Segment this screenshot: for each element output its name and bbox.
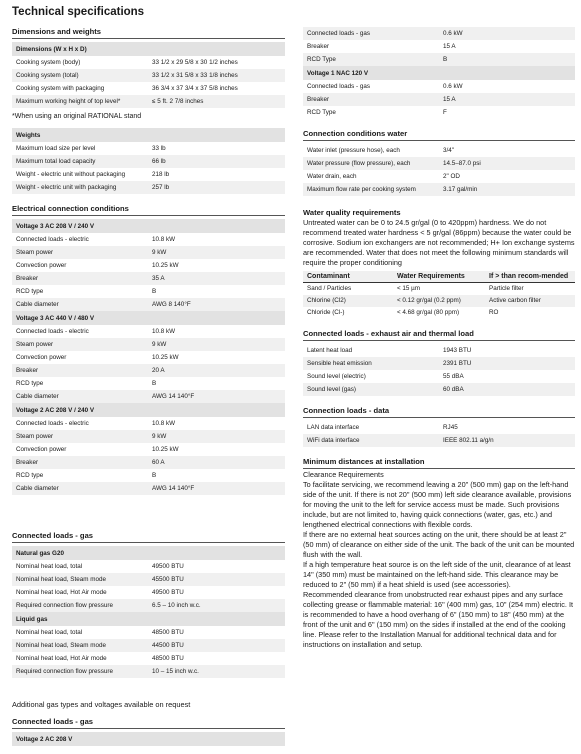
row-value: 10.25 kW	[152, 262, 179, 269]
table-row	[12, 142, 285, 155]
cell: Chlorine (Cl2)	[303, 295, 393, 307]
table-row	[12, 586, 285, 599]
row-value: 3/4"	[443, 147, 454, 154]
row-label: Water inlet (pressure hose), each	[307, 147, 400, 154]
cell: RO	[489, 309, 499, 316]
table-row	[12, 665, 285, 678]
table-subheader	[12, 128, 285, 142]
row-value: 10.25 kW	[152, 354, 179, 361]
table-row	[303, 421, 575, 434]
distances-text: Clearance Requirements To facilitate servicing, we recommend leaving a 20" (500 mm) gap on the left-hand side of the unit. If there is not 20" (500 mm) left side clearance available, provisions for moving the unit to the left for service access must be made. Such provisions include, but are not limited to, having quick connections (water, gas, etc.) and lengthened electrical connections with flexible cords. If there are no external heat sources acting on the unit, there should be at least 2" (50 mm) of clearance on either side of the unit. The back of the unit can be mounted flush with the wall. If a high temperature heat source is on the left side of the unit, clearance of at least 14" (350 mm) must be maintained on the left-hand side. This clearance may be reduced to 2" (50 mm) if a heat shield is used (see accessories). Recommended clearance from unobstructed rear exhaust pipes and any surface collecting grease or flammable material: 16" (400 mm) gas, 10" (254 mm) electric. It is recommended to have a hood overhang of 6" (150 mm) to 18" (450 mm) at the front of the unit and 6" (150 mm) on the sides if installed at the end of the cooking line. Please refer to the Installation Manual for additional technical data and for instructions on installation and setup.	[303, 469, 575, 649]
row-label: Connected loads - gas	[307, 83, 371, 90]
row-label: Maximum total load capacity	[12, 155, 148, 168]
row-label: Weight - electric unit with packaging	[12, 181, 148, 194]
table-row	[303, 53, 575, 66]
row-value: 48500 BTU	[152, 655, 184, 662]
row-label: LAN data interface	[307, 423, 360, 431]
row-value: B	[152, 380, 157, 387]
row-label: Sensible heat emission	[303, 357, 439, 370]
table-row	[303, 295, 575, 307]
row-value: B	[152, 288, 157, 295]
table-row	[303, 93, 575, 106]
row-value: 44500 BTU	[148, 639, 285, 652]
cell: Chloride (Cl-)	[307, 309, 345, 316]
voltage-subheader	[12, 219, 285, 233]
gas-electric-table	[303, 27, 575, 119]
row-label: Connected loads - electric	[16, 236, 89, 243]
row-value: 15 A	[443, 43, 456, 50]
row-label: Convection power	[16, 446, 67, 453]
row-value: 0.6 kW	[443, 83, 463, 90]
row-label: Breaker	[12, 272, 148, 285]
water-heading: Connection conditions water	[303, 129, 575, 141]
row-label: Connected loads - electric	[16, 420, 89, 427]
row-label: Maximum flow rate per cooking system	[303, 183, 439, 196]
row-value: 55 dBA	[443, 372, 464, 380]
row-value: 0.6 kW	[439, 27, 575, 40]
stand-note: *When using an original RATIONAL stand	[12, 113, 142, 120]
data-loads-table	[303, 421, 575, 447]
table-row	[12, 482, 285, 495]
gas-subheader	[12, 546, 285, 560]
row-value: 9 kW	[148, 246, 285, 259]
row-label: Connected loads - electric	[16, 328, 89, 335]
table-row	[12, 443, 285, 456]
distances-heading: Minimum distances at installation	[303, 457, 575, 469]
row-value: 1943 BTU	[443, 346, 472, 354]
table-row	[12, 456, 285, 469]
table-row	[12, 233, 285, 246]
cell: Particle filter	[489, 285, 524, 293]
table-row	[303, 344, 575, 357]
row-value: B	[439, 53, 575, 66]
cell: < 4.68 gr/gal (80 ppm)	[397, 309, 460, 316]
data-loads-heading: Connection loads - data	[303, 406, 575, 418]
row-label: Cooking system (total)	[12, 69, 148, 82]
table-row	[12, 560, 285, 573]
row-value: 10.8 kW	[152, 236, 176, 243]
gas-table	[12, 546, 285, 678]
table-subheader	[12, 42, 285, 56]
row-value: 60 dBA	[439, 383, 575, 396]
row-value: RJ45	[443, 423, 458, 431]
table-row	[12, 390, 285, 403]
column-header: Water Requirements	[393, 271, 485, 283]
gas-type-title: Natural gas G20	[12, 546, 285, 560]
row-value: 10.25 kW	[152, 446, 179, 453]
cell: Active carbon filter	[485, 295, 575, 307]
row-value: 49500 BTU	[152, 589, 184, 596]
row-label: Sound level (gas)	[303, 383, 439, 396]
table-row	[303, 170, 575, 183]
row-value: 66 lb	[148, 155, 285, 168]
row-label: Water drain, each	[307, 173, 357, 180]
voltage-title: Voltage 3 AC 440 V / 480 V	[12, 311, 285, 325]
row-value: B	[152, 472, 157, 479]
table-row	[303, 283, 575, 295]
row-value: 10.8 kW	[152, 328, 176, 335]
table-row	[12, 246, 285, 259]
cell: < 15 µm	[397, 285, 421, 293]
row-label: Latent heat load	[307, 346, 353, 354]
row-value: 2" OD	[443, 173, 460, 180]
table-row	[12, 377, 285, 390]
table-row	[303, 383, 575, 396]
electrical-heading: Electrical connection conditions	[12, 204, 285, 216]
water-quality-text: Untreated water can be 0 to 24.5 gr/gal (0 to 420ppm) hardness. We do not recommend treated water hardness < 5 gr/gal (86ppm) because the water could be corrosive. Sodium ion exchangers are not recommended; H+ Ion exchange systems are recommended. Water that does not meet the following minimum standards will require the proper conditioning	[303, 218, 575, 267]
row-value: 36 3/4 x 37 3/4 x 37 5/8 inches	[152, 85, 238, 92]
column-header: Contaminant	[303, 271, 393, 283]
right-column	[303, 27, 575, 650]
row-label: Maximum working height of top level*	[12, 95, 148, 108]
dimensions-heading: Dimensions and weights	[12, 27, 285, 39]
row-label: Breaker	[307, 43, 330, 50]
table-header-row	[303, 271, 575, 283]
table-row	[12, 95, 285, 108]
voltage-title: Voltage 1 NAC 120 V	[303, 66, 575, 80]
row-label: Steam power	[12, 430, 148, 443]
row-label: Nominal heat load, Steam mode	[12, 639, 148, 652]
voltage-title: Voltage 2 AC 208 V / 240 V	[12, 403, 285, 417]
row-value: 257 lb	[148, 181, 285, 194]
voltage-subheader	[12, 732, 285, 746]
gas-type-title: Liquid gas	[12, 612, 285, 626]
row-label: Connected loads - gas	[303, 27, 439, 40]
cell: Sand / Particles	[307, 285, 352, 293]
gas-subheader	[12, 612, 285, 626]
row-value: 6.5 – 10 inch w.c.	[148, 599, 285, 612]
table-row	[12, 285, 285, 298]
row-value: 33 lb	[152, 145, 166, 152]
row-label: Cable diameter	[12, 298, 148, 311]
row-label: Sound level (electric)	[307, 372, 366, 380]
table-row	[303, 370, 575, 383]
gas-heading-2: Connected loads - gas	[12, 717, 285, 729]
table-row	[12, 599, 285, 612]
row-label: RCD type	[16, 288, 44, 295]
row-value: 10.8 kW	[152, 420, 176, 427]
water-quality-heading: Water quality requirements	[303, 208, 401, 217]
exhaust-heading: Connected loads - exhaust air and thermal load	[303, 329, 575, 341]
row-value: 9 kW	[148, 430, 285, 443]
table-row	[12, 168, 285, 181]
table-row	[12, 298, 285, 311]
left-column	[12, 27, 285, 746]
row-label: Required connection flow pressure	[12, 665, 148, 678]
row-label: RCD type	[16, 380, 44, 387]
table-row	[12, 351, 285, 364]
voltage-subheader	[12, 311, 285, 325]
row-value: AWG 8 140°F	[148, 298, 285, 311]
row-label: Nominal heat load, total	[16, 563, 83, 570]
row-label: Steam power	[12, 338, 148, 351]
table-row	[12, 181, 285, 194]
table-row	[303, 183, 575, 196]
row-label: Water pressure (flow pressure), each	[303, 157, 439, 170]
row-label: Cooking system with packaging	[16, 85, 105, 92]
row-value: AWG 14 140°F	[148, 390, 285, 403]
row-label: Steam power	[12, 246, 148, 259]
row-value: 3.17 gal/min	[439, 183, 575, 196]
table-row	[303, 144, 575, 157]
contaminant-table	[303, 271, 575, 319]
table-row	[12, 56, 285, 69]
row-label: Maximum load size per level	[16, 145, 96, 152]
row-value: 60 A	[148, 456, 285, 469]
row-label: Convection power	[16, 354, 67, 361]
row-label: Cooking system (body)	[16, 59, 81, 66]
exhaust-table	[303, 344, 575, 396]
row-value: IEEE 802.11 a/g/n	[439, 434, 575, 447]
table-row	[12, 259, 285, 272]
table-row	[303, 40, 575, 53]
row-label: Breaker	[12, 456, 148, 469]
row-label: WiFi data interface	[303, 434, 439, 447]
row-label: RCD type	[16, 472, 44, 479]
voltage-subheader	[12, 403, 285, 417]
table-row	[12, 272, 285, 285]
table-row	[12, 155, 285, 168]
table-row	[12, 82, 285, 95]
row-value: 15 A	[439, 93, 575, 106]
table-row	[12, 652, 285, 665]
row-label: Required connection flow pressure	[12, 599, 148, 612]
water-table	[303, 144, 575, 196]
column-header: If > than recom-mended	[485, 271, 575, 283]
table-row	[12, 430, 285, 443]
row-label: Breaker	[303, 93, 439, 106]
dimensions-subheading: Dimensions (W x H x D)	[12, 42, 285, 56]
row-label: Weight - electric unit without packaging	[16, 171, 126, 178]
row-label: Nominal heat load, Hot Air mode	[16, 655, 107, 662]
voltage-title: Voltage 2 AC 208 V	[12, 732, 285, 746]
row-value: 20 A	[148, 364, 285, 377]
table-row	[12, 573, 285, 586]
gas-heading: Connected loads - gas	[12, 531, 285, 543]
table-row	[303, 80, 575, 93]
row-value: 35 A	[148, 272, 285, 285]
table-row	[303, 357, 575, 370]
row-label: Nominal heat load, total	[16, 629, 83, 636]
row-value: 218 lb	[152, 171, 170, 178]
row-label: RCD Type	[303, 53, 439, 66]
row-value: 45500 BTU	[148, 573, 285, 586]
table-row	[303, 27, 575, 40]
table-row	[12, 338, 285, 351]
row-value: F	[443, 109, 447, 116]
row-value: 48500 BTU	[152, 629, 184, 636]
row-label: Nominal heat load, Steam mode	[12, 573, 148, 586]
row-label: Cable diameter	[12, 390, 148, 403]
row-value: 2391 BTU	[439, 357, 575, 370]
weights-subheading: Weights	[12, 128, 285, 142]
table-row	[303, 157, 575, 170]
table-row	[12, 639, 285, 652]
row-label: Breaker	[12, 364, 148, 377]
row-value: ≤ 5 ft. 2 7/8 inches	[148, 95, 285, 108]
weights-table	[12, 128, 285, 194]
row-value: 14.5–87.0 psi	[439, 157, 575, 170]
dimensions-table	[12, 42, 285, 108]
table-row	[303, 307, 575, 319]
row-label: Cable diameter	[12, 482, 148, 495]
table-row	[12, 364, 285, 377]
row-value: 9 kW	[148, 338, 285, 351]
electrical-table	[12, 219, 285, 495]
cell: < 0.12 gr/gal (0.2 ppm)	[393, 295, 485, 307]
page-title: Technical specifications	[12, 6, 145, 18]
table-row	[303, 106, 575, 119]
row-label: RCD Type	[307, 109, 336, 116]
row-value: AWG 14 140°F	[148, 482, 285, 495]
row-value: 49500 BTU	[152, 563, 184, 570]
row-value: 10 – 15 inch w.c.	[148, 665, 285, 678]
row-label: Nominal heat load, Hot Air mode	[16, 589, 107, 596]
table-row	[12, 626, 285, 639]
row-value: 33 1/2 x 31 5/8 x 33 1/8 inches	[148, 69, 285, 82]
table-row	[12, 417, 285, 430]
voltage-title: Voltage 3 AC 208 V / 240 V	[12, 219, 285, 233]
row-label: Convection power	[16, 262, 67, 269]
table-row	[12, 325, 285, 338]
row-value: 33 1/2 x 29 5/8 x 30 1/2 inches	[152, 59, 238, 66]
table-row	[12, 69, 285, 82]
table-row	[303, 434, 575, 447]
gas-availability-note: Additional gas types and voltages available on request	[12, 700, 191, 709]
gas-voltage-table	[12, 732, 285, 746]
table-row	[12, 469, 285, 482]
voltage-subheader	[303, 66, 575, 80]
